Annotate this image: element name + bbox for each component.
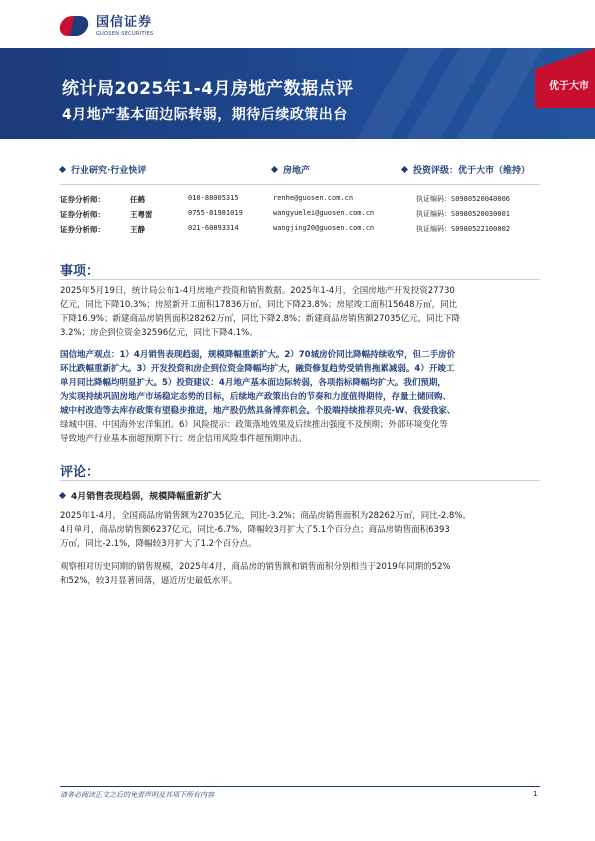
report-meta	[60, 163, 540, 177]
rating-flag-label: 优于大市	[549, 81, 589, 92]
analyst-phone: 0755-81981019	[188, 209, 243, 217]
analyst-phone: 021-60893314	[188, 224, 239, 232]
divider	[60, 279, 540, 280]
analyst-email[interactable]: renhe@guosen.com.cn	[273, 194, 354, 202]
meta-sector: 房地产	[272, 163, 310, 176]
analyst-row	[60, 224, 540, 239]
analyst-name: 任鹤	[130, 195, 145, 204]
analyst-cert: 执证编码：S0980520030001	[416, 210, 511, 218]
analyst-role: 证券分析师：	[60, 225, 105, 234]
analyst-cert: 执证编码：S0980522100002	[416, 225, 511, 233]
guosen-view-paragraph: 国信地产观点：1）4月销售表现趋弱，规模降幅重新扩大。2）70城房价同比降幅持续收窄，但二手房价 环比跌幅重新扩大。3）开发投资和房企到位资金降幅均扩大，融资修复趋势受销售拖累减弱。4）开竣工 单月同比降幅均明显扩大。5）投资建议：4月地产基本面边际转弱，各项指标降幅均扩大。我们预期， 为实现持续巩固房地产市场稳定态势的目标，后续地产政策出台的节奏和力度值得期待，存量土储回购、 城中村改造等去库存政策有望稳步推进，地产股仍然具备博弈机会。个股端持续推荐贝壳-W、我爱我家、 绿城中国、中国海外宏洋集团。6）风险提示：政策落地效果及后续推出强度不及预期；外部环境变化等 导致地产行业基本面超预期下行；房企信用风险事件超预期冲击。	[60, 350, 456, 444]
footer-divider	[60, 786, 540, 787]
logo-icon	[60, 14, 90, 40]
comment-paragraph-2: 观察相对历史同期的销售规模，2025年4月，商品房的销售额和销售面积分别相当于2019年同期的52% 和52%，较3月显著回落，逼近历史最低水平。	[60, 562, 451, 586]
logo-name-en: GUOSEN SECURITIES	[96, 31, 154, 37]
title-banner	[0, 48, 595, 139]
diamond-icon	[59, 492, 66, 499]
analyst-table	[60, 194, 540, 239]
logo-name-cn: 国信证券	[96, 15, 153, 30]
divider	[60, 184, 540, 185]
comment-subheading: 4月销售表现趋弱，规模降幅重新扩大	[60, 489, 221, 502]
page-number: 1	[533, 790, 538, 798]
meta-category: 行业研究·行业快评	[60, 163, 146, 176]
analyst-role: 证券分析师：	[60, 195, 105, 204]
analyst-name: 王静	[130, 225, 145, 234]
report-title: 统计局2025年1-4月房地产数据点评	[62, 79, 354, 99]
divider	[60, 480, 540, 481]
analyst-cert: 执证编码：S0980520040006	[416, 195, 511, 203]
disclaimer-note: 请务必阅读正文之后的免责声明及其项下所有内容	[60, 791, 214, 799]
analyst-role: 证券分析师：	[60, 210, 105, 219]
comment-heading: 评论：	[60, 465, 100, 480]
analyst-name: 王粤雷	[130, 210, 153, 219]
diamond-icon	[271, 166, 278, 173]
comment-paragraph-1: 2025年1-4月，全国商品房销售额为27035亿元，同比-3.2%；商品房销售面积为28262万㎡，同比-2.8%。 4月单月，商品房销售额6237亿元，同比-6.7%，降幅较3月扩大了5.1个百分点；商品房销售面积6393 万㎡，同比-2.1%，降幅较3月扩大了1.2个百分点。	[60, 511, 471, 549]
company-logo	[60, 14, 154, 40]
analyst-phone: 010-88005315	[188, 194, 239, 202]
events-heading: 事项：	[60, 264, 100, 279]
analyst-email[interactable]: wangyuelei@guosen.com.cn	[273, 209, 375, 217]
events-paragraph: 2025年5月19日，统计局公布1-4月房地产投资和销售数据。2025年1-4月，全国房地产开发投资27730 亿元，同比下降10.3%；房屋新开工面积17836万㎡，同比下降23.8%；房屋竣工面积15648万㎡，同比 下降16.9%；新建商品房销售面积28262万㎡，同比下降2.8%；新建商品房销售额27035亿元，同比下降 3.2%；房企到位资金32596亿元，同比下降4.1%。	[60, 286, 461, 338]
view-label: 国信地产观点：	[60, 350, 120, 360]
meta-rating: 投资评级：优于大市（维持）	[402, 163, 530, 176]
analyst-email[interactable]: wangjing20@guosen.com.cn	[273, 224, 375, 232]
report-subtitle: 4月地产基本面边际转弱，期待后续政策出台	[62, 107, 348, 123]
diamond-icon	[401, 166, 408, 173]
analyst-row	[60, 194, 540, 209]
diamond-icon	[59, 166, 66, 173]
analyst-row	[60, 209, 540, 224]
